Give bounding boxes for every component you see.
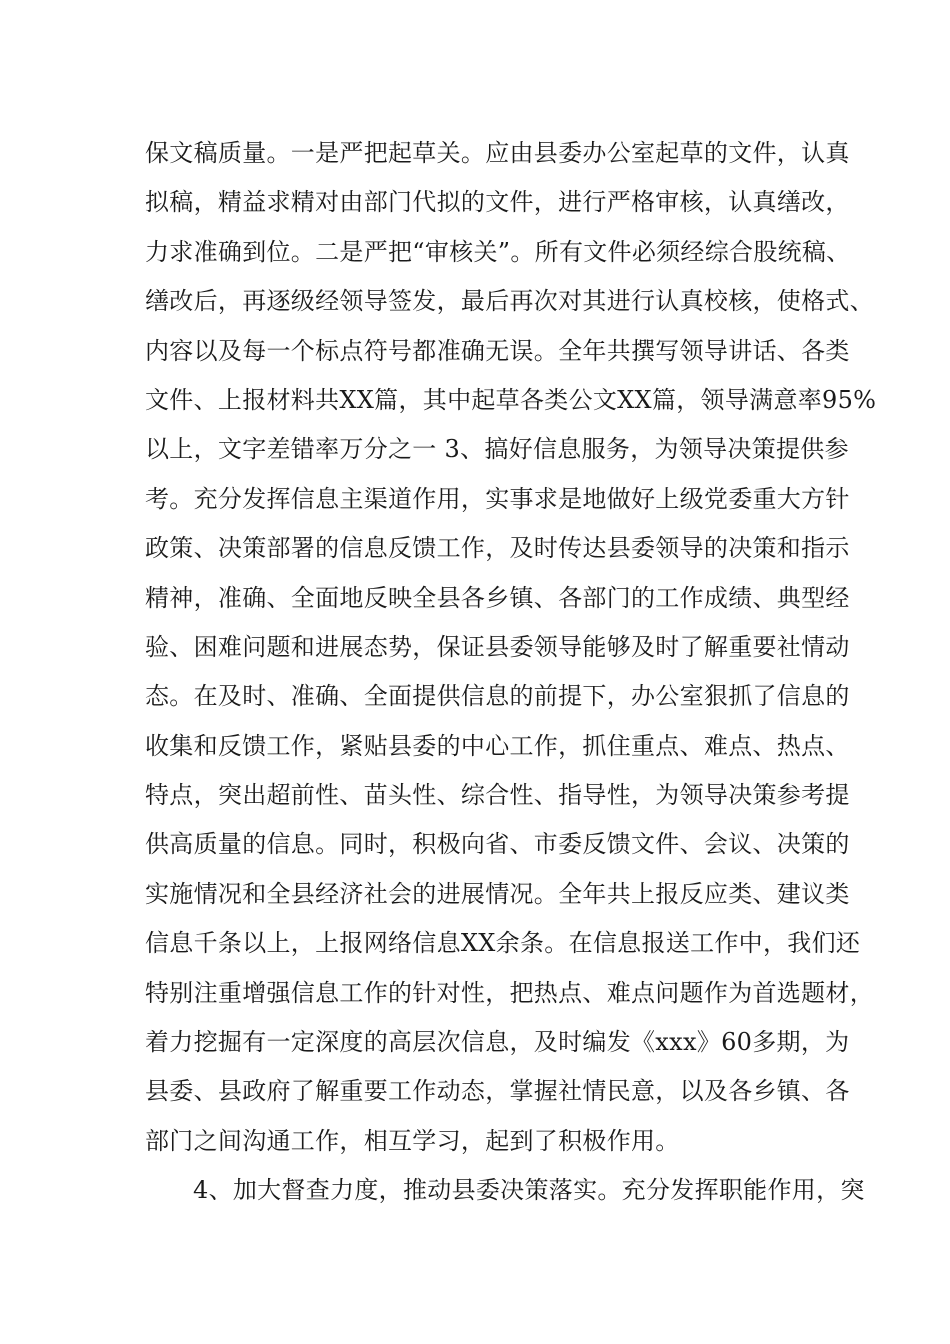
text-line: 拟稿，精益求精对由部门代拟的文件，进行严格审核，认真缮改， (145, 188, 850, 217)
text-line: 精神，准确、全面地反映全县各乡镇、各部门的工作成绩、典型经 (145, 583, 850, 612)
text-line: 政策、决策部署的信息反馈工作，及时传达县委领导的决策和指示 (145, 534, 850, 563)
text-line: 4、加大督查力度，推动县委决策落实。充分发挥职能作用，突 (193, 1176, 865, 1205)
text-line: 特点，突出超前性、苗头性、综合性、指导性，为领导决策参考提 (145, 781, 850, 810)
text-line: 内容以及每一个标点符号都准确无误。全年共撰写领导讲话、各类 (145, 336, 850, 365)
text-line: 着力挖掘有一定深度的高层次信息，及时编发《xxx》60多期，为 (145, 1028, 850, 1057)
text-line: 验、困难问题和进展态势，保证县委领导能够及时了解重要社情动 (145, 632, 850, 661)
text-line: 缮改后，再逐级经领导签发，最后再次对其进行认真校核，使格式、 (145, 287, 874, 316)
text-line: 信息千条以上，上报网络信息XX余条。在信息报送工作中，我们还 (145, 929, 861, 958)
text-line: 以上，文字差错率万分之一 3、搞好信息服务，为领导决策提供参 (145, 435, 849, 464)
body-text (145, 129, 877, 1216)
text-line: 考。充分发挥信息主渠道作用，实事求是地做好上级党委重大方针 (145, 484, 850, 513)
text-line: 县委、县政府了解重要工作动态，掌握社情民意，以及各乡镇、各 (145, 1077, 850, 1106)
text-line: 力求准确到位。二是严把“审核关”。所有文件必须经综合股统稿、 (145, 237, 851, 266)
text-line: 实施情况和全县经济社会的进展情况。全年共上报反应类、建议类 (145, 879, 850, 908)
text-line: 供高质量的信息。同时，积极向省、市委反馈文件、会议、决策的 (145, 830, 850, 859)
text-line: 文件、上报材料共XX篇，其中起草各类公文XX篇，领导满意率95% (145, 385, 877, 414)
text-line: 态。在及时、准确、全面提供信息的前提下，办公室狠抓了信息的 (145, 682, 850, 711)
text-line: 特别注重增强信息工作的针对性，把热点、难点问题作为首选题材， (145, 978, 874, 1007)
text-line: 部门之间沟通工作，相互学习，起到了积极作用。 (145, 1126, 680, 1155)
text-line: 保文稿质量。一是严把起草关。应由县委办公室起草的文件，认真 (145, 139, 850, 167)
text-line: 收集和反馈工作，紧贴县委的中心工作，抓住重点、难点、热点、 (145, 731, 850, 760)
